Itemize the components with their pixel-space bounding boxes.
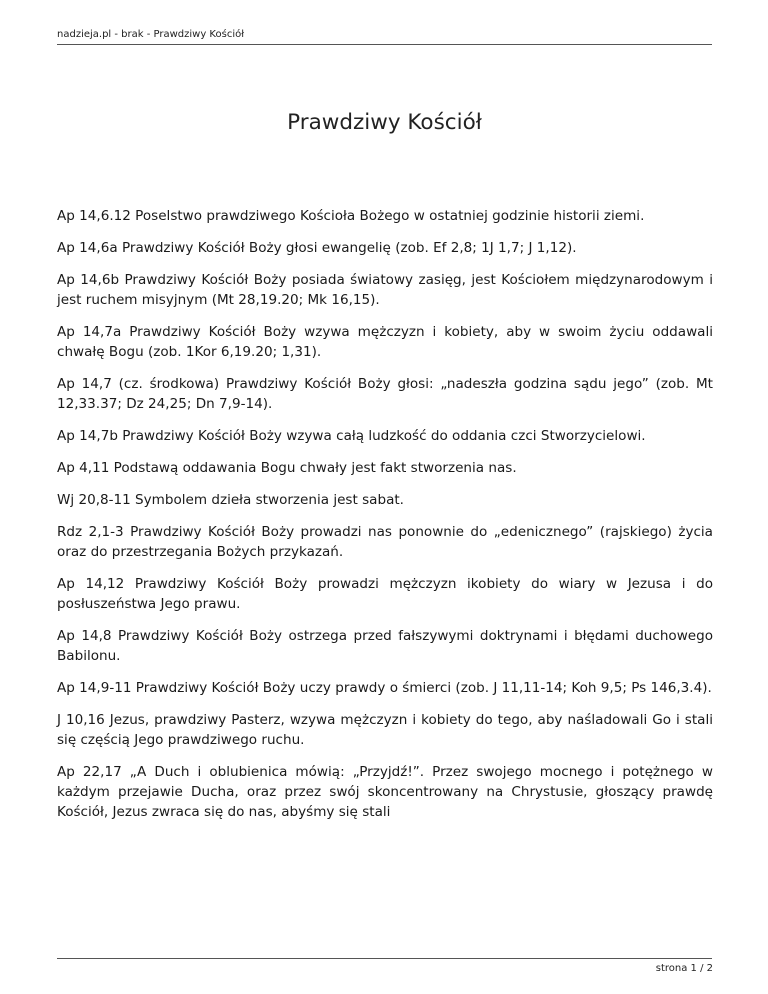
page-number: strona 1 / 2 — [655, 963, 713, 974]
paragraph: Ap 14,6a Prawdziwy Kościół Boży głosi ewangelię (zob. Ef 2,8; 1J 1,7; J 1,12). — [57, 240, 577, 256]
header-divider — [57, 44, 712, 45]
article-body — [57, 206, 713, 834]
paragraph: Ap 14,7a Prawdziwy Kościół Boży wzywa mężczyzn i kobiety, aby w swoim życiu oddawali chwałę Bogu (zob. 1Kor 6,19.20; 1,31). — [57, 324, 713, 360]
paragraph: Wj 20,8-11 Symbolem dzieła stworzenia jest sabat. — [57, 492, 404, 508]
paragraph: Ap 14,8 Prawdziwy Kościół Boży ostrzega przed fałszywymi doktrynami i błędami duchowego Babilonu. — [57, 628, 713, 664]
page-header: nadzieja.pl - brak - Prawdziwy Kościół — [57, 29, 245, 40]
paragraph: Ap 14,7 (cz. środkowa) Prawdziwy Kościół Boży głosi: „nadeszła godzina sądu jego” (zob. Mt 12,33.37; Dz 24,25; Dn 7,9-14). — [57, 376, 713, 412]
paragraph: Rdz 2,1-3 Prawdziwy Kościół Boży prowadzi nas ponownie do „edenicznego” (rajskiego) życia oraz do przestrzegania Bożych przykazań. — [57, 524, 713, 560]
paragraph: J 10,16 Jezus, prawdziwy Pasterz, wzywa mężczyzn i kobiety do tego, aby naśladowali Go i stali się częścią Jego prawdziwego ruchu. — [57, 712, 713, 748]
paragraph: Ap 14,9-11 Prawdziwy Kościół Boży uczy prawdy o śmierci (zob. J 11,11-14; Koh 9,5; Ps 146,3.4). — [57, 680, 712, 696]
paragraph: Ap 4,11 Podstawą oddawania Bogu chwały jest fakt stworzenia nas. — [57, 460, 517, 476]
paragraph: Ap 22,17 „A Duch i oblubienica mówią: „Przyjdź!”. Przez swojego mocnego i potężnego w każdym przejawie Ducha, oraz przez swój skoncentrowany na Chrystusie, głoszący prawdę Kościół, Jezus zwraca się do nas, abyśmy się stali — [57, 764, 713, 820]
footer-divider — [57, 958, 712, 959]
paragraph: Ap 14,6.12 Poselstwo prawdziwego Kościoła Bożego w ostatniej godzinie historii ziemi. — [57, 208, 645, 224]
page-title: Prawdziwy Kościół — [287, 110, 482, 135]
paragraph: Ap 14,12 Prawdziwy Kościół Boży prowadzi mężczyzn ikobiety do wiary w Jezusa i do posłuszeństwa Jego prawu. — [57, 576, 713, 612]
paragraph: Ap 14,6b Prawdziwy Kościół Boży posiada światowy zasięg, jest Kościołem międzynarodowym i jest ruchem misyjnym (Mt 28,19.20; Mk 16,15). — [57, 272, 713, 308]
paragraph: Ap 14,7b Prawdziwy Kościół Boży wzywa całą ludzkość do oddania czci Stworzycielowi. — [57, 428, 646, 444]
